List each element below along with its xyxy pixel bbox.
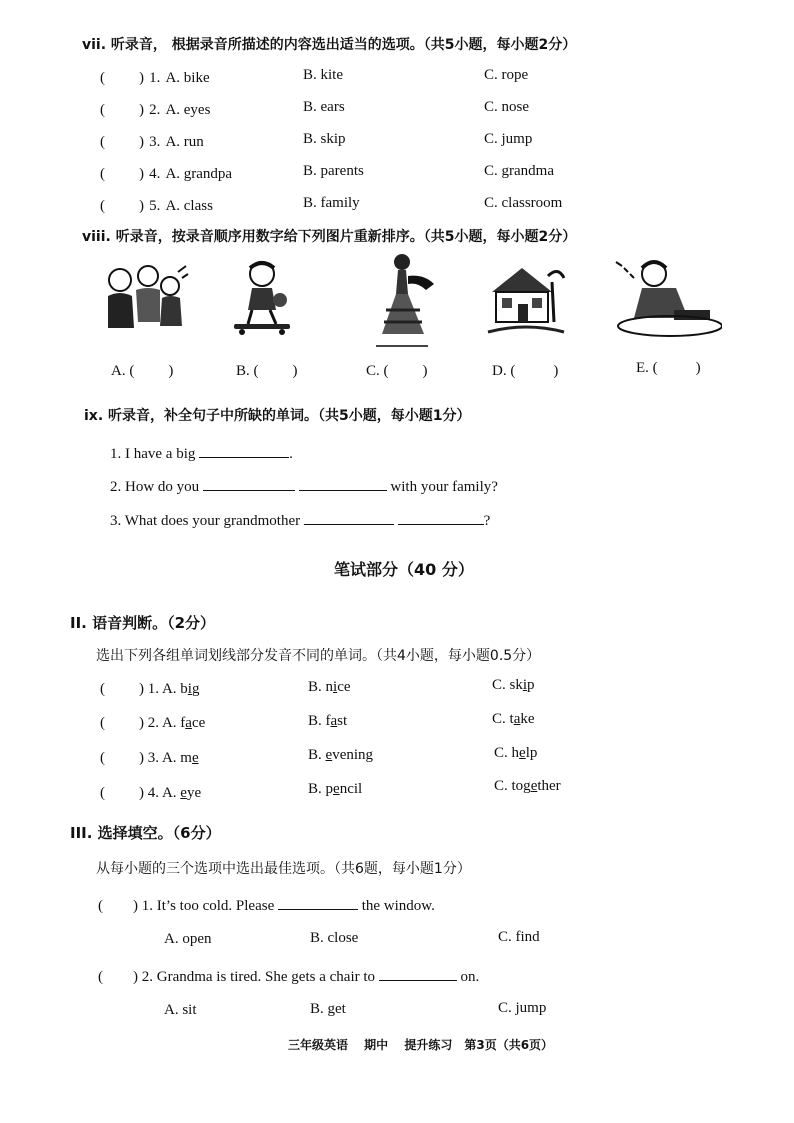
- option-b: B. family: [303, 195, 360, 211]
- written-part-heading: 笔试部分（40 分）: [334, 560, 474, 579]
- answer-blank[interactable]: [199, 443, 289, 458]
- answer-paren: ): [139, 102, 144, 118]
- answer-blank[interactable]: [278, 895, 358, 910]
- option-c: C. classroom: [484, 195, 563, 211]
- picture-label-d: D. ( ): [492, 363, 559, 379]
- list-item: [100, 99, 210, 119]
- option-a: A. sit: [164, 1002, 197, 1018]
- picture-label-a: A. ( ): [111, 363, 174, 379]
- sentence-1: [110, 443, 293, 463]
- list-item: ( ) 2. A. face: [100, 715, 206, 731]
- section-9-title: ix. 听录音，补全句子中所缺的单词。（共5小题，每小题1分）: [84, 408, 471, 424]
- question-number: 3.: [149, 134, 161, 150]
- sentence-2: [110, 476, 498, 496]
- question-number: 2.: [149, 102, 161, 118]
- question-number: 5.: [149, 198, 161, 214]
- list-item: ( ) 3. A. me: [100, 750, 199, 766]
- option-c: C. find: [498, 929, 540, 945]
- option-b: B. evening: [308, 747, 374, 763]
- section-2-instruction: 选出下列各组单词划线部分发音不同的单词。（共4小题，每小题0.5分）: [96, 648, 541, 664]
- option-a: A. class: [165, 198, 213, 214]
- picture-label-c: C. ( ): [366, 363, 428, 379]
- option-c: C. jump: [484, 131, 533, 147]
- option-b: B. fast: [308, 713, 348, 729]
- list-item: [100, 67, 210, 87]
- answer-blank[interactable]: [398, 510, 484, 525]
- page-footer: 三年级英语 期中 提升练习 第3页（共6页）: [288, 1038, 554, 1052]
- dancing-girl-picture: [368, 250, 438, 350]
- option-c: C. help: [494, 745, 538, 761]
- picture-label-b: B. ( ): [236, 363, 298, 379]
- section-8-title: viii. 听录音，按录音顺序用数字给下列图片重新排序。（共5小题，每小题2分）: [82, 229, 577, 245]
- answer-paren: (: [100, 70, 105, 86]
- sentence-3: [110, 510, 490, 530]
- list-item: ( ) 1. A. big: [100, 681, 200, 697]
- list-item: [100, 163, 232, 183]
- sentence-text: with your family?: [390, 479, 498, 495]
- section-3-title: III. 选择填空。（6分）: [70, 824, 221, 842]
- answer-blank[interactable]: [304, 510, 394, 525]
- option-c: C. skip: [492, 677, 535, 693]
- sentence-text: .: [289, 446, 293, 462]
- question-number: 1.: [149, 70, 161, 86]
- skateboard-boy-picture: [228, 258, 300, 338]
- question-1: ( ) 1. It’s too cold. Please the window.: [98, 895, 435, 915]
- section-7-title: vii. 听录音， 根据录音所描述的内容选出适当的选项。（共5小题，每小题2分）: [82, 37, 577, 53]
- option-b: B. pencil: [308, 781, 363, 797]
- option-b: B. nice: [308, 679, 351, 695]
- list-item: ( ) 4. A. eye: [100, 785, 202, 801]
- option-c: C. take: [492, 711, 535, 727]
- question-number: 4.: [149, 166, 161, 182]
- answer-paren: (: [100, 166, 105, 182]
- answer-paren: ): [139, 166, 144, 182]
- option-b: B. close: [310, 930, 359, 946]
- picture-label-e: E. ( ): [636, 360, 701, 376]
- sentence-text: ?: [483, 513, 491, 529]
- option-b: B. kite: [303, 67, 343, 83]
- option-b: B. ears: [303, 99, 345, 115]
- answer-paren: (: [100, 198, 105, 214]
- sentence-text: 2. How do you: [110, 479, 200, 495]
- option-b: B. parents: [303, 163, 364, 179]
- section-2-title: II. 语音判断。（2分）: [70, 614, 216, 632]
- option-c: C. grandma: [484, 163, 554, 179]
- answer-blank[interactable]: [379, 966, 457, 981]
- option-b: B. get: [310, 1001, 346, 1017]
- answer-blank[interactable]: [299, 476, 387, 491]
- sentence-text: 1. I have a big: [110, 446, 196, 462]
- family-picture: [98, 262, 190, 334]
- answer-paren: (: [100, 134, 105, 150]
- sentence-text: 3. What does your grandmother: [110, 513, 301, 529]
- option-c: C. nose: [484, 99, 529, 115]
- answer-paren: ): [139, 134, 144, 150]
- option-a: A. eyes: [165, 102, 211, 118]
- answer-paren: ): [139, 70, 144, 86]
- option-a: A. grandpa: [165, 166, 233, 182]
- option-b: B. skip: [303, 131, 346, 147]
- house-picture: [486, 262, 566, 338]
- answer-blank[interactable]: [203, 476, 295, 491]
- section-3-instruction: 从每小题的三个选项中选出最佳选项。（共6题，每小题1分）: [96, 861, 471, 877]
- answer-paren: (: [100, 102, 105, 118]
- option-a: A. bike: [165, 70, 210, 86]
- question-2: ( ) 2. Grandma is tired. She gets a chair to on.: [98, 966, 479, 986]
- option-c: C. jump: [498, 1000, 547, 1016]
- tired-reader-picture: [612, 254, 722, 340]
- option-c: C. rope: [484, 67, 529, 83]
- option-a: A. run: [165, 134, 204, 150]
- list-item: [100, 195, 213, 215]
- list-item: [100, 131, 204, 151]
- option-c: C. together: [494, 778, 561, 794]
- answer-paren: ): [139, 198, 144, 214]
- option-a: A. open: [164, 931, 212, 947]
